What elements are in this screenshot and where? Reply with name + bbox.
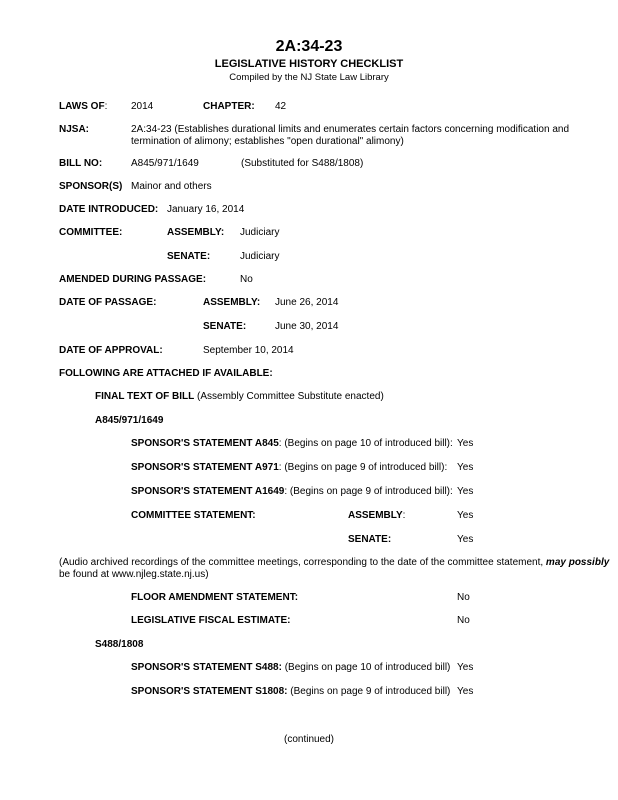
njsa-label: NJSA: — [59, 124, 90, 135]
sponsor-value: Mainor and others — [131, 181, 212, 192]
passage-assembly-label: ASSEMBLY: — [203, 297, 261, 308]
date-of-approval-value: September 10, 2014 — [203, 345, 294, 356]
page-subtitle: LEGISLATIVE HISTORY CHECKLIST — [214, 58, 404, 70]
fiscal-estimate-value: No — [457, 615, 470, 626]
sponsor-statement-a1649-value: Yes — [457, 486, 474, 497]
passage-senate-value: June 30, 2014 — [275, 321, 339, 332]
assembly-bill-heading: A845/971/1649 — [95, 415, 164, 426]
floor-amendment-value: No — [457, 592, 470, 603]
date-of-approval-label: DATE OF APPROVAL: — [59, 345, 163, 356]
continued-note: (continued) — [283, 734, 335, 745]
bill-no-note: (Substituted for S488/1808) — [241, 158, 364, 169]
passage-assembly-value: June 26, 2014 — [275, 297, 339, 308]
committee-senate-label: SENATE: — [167, 251, 211, 262]
sponsor-statement-a971: SPONSOR'S STATEMENT A971: (Begins on page 9 of introduced bill): — [131, 462, 448, 473]
committee-senate-value: Judiciary — [240, 251, 280, 262]
njsa-line-2: termination of alimony; establishes "open durational" alimony) — [131, 136, 404, 147]
amended-label: AMENDED DURING PASSAGE: — [59, 274, 207, 285]
sponsor-statement-s1808: SPONSOR'S STATEMENT S1808: (Begins on page 9 of introduced bill) — [131, 686, 451, 697]
sponsor-statement-s1808-value: Yes — [457, 686, 474, 697]
audio-note-line-1: (Audio archived recordings of the committee meetings, corresponding to the date of the committee statement, may possibly — [59, 557, 610, 568]
bill-no-value: A845/971/1649 — [131, 158, 199, 169]
senate-bill-heading: S488/1808 — [95, 639, 144, 650]
chapter-value: 42 — [275, 101, 287, 112]
final-text-line: FINAL TEXT OF BILL (Assembly Committee Substitute enacted) — [95, 391, 384, 402]
sponsor-statement-s488: SPONSOR'S STATEMENT S488: (Begins on page 10 of introduced bill) — [131, 662, 451, 673]
committee-statement-senate-label: SENATE: — [348, 534, 392, 545]
sponsor-statement-s488-value: Yes — [457, 662, 474, 673]
attached-heading: FOLLOWING ARE ATTACHED IF AVAILABLE: — [59, 368, 273, 379]
committee-statement-assembly-label: ASSEMBLY: — [348, 510, 406, 521]
compiled-by: Compiled by the NJ State Law Library — [229, 72, 389, 83]
sponsor-statement-a971-value: Yes — [457, 462, 474, 473]
floor-amendment-label: FLOOR AMENDMENT STATEMENT: — [131, 592, 299, 603]
date-of-passage-label: DATE OF PASSAGE: — [59, 297, 157, 308]
sponsor-statement-a845: SPONSOR'S STATEMENT A845: (Begins on page 10 of introduced bill): — [131, 438, 453, 449]
passage-senate-label: SENATE: — [203, 321, 247, 332]
sponsor-label: SPONSOR(S) — [59, 181, 123, 192]
laws-of-value: 2014 — [131, 101, 154, 112]
committee-statement-assembly-value: Yes — [457, 510, 474, 521]
committee-assembly-label: ASSEMBLY: — [167, 227, 225, 238]
committee-assembly-value: Judiciary — [240, 227, 280, 238]
audio-note-line-2: be found at www.njleg.state.nj.us) — [59, 569, 209, 580]
fiscal-estimate-label: LEGISLATIVE FISCAL ESTIMATE: — [131, 615, 291, 626]
committee-statement-label: COMMITTEE STATEMENT: — [131, 510, 256, 521]
committee-label: COMMITTEE: — [59, 227, 123, 238]
bill-no-label: BILL NO: — [59, 158, 103, 169]
sponsor-statement-a845-value: Yes — [457, 438, 474, 449]
page-title: 2A:34-23 — [275, 38, 343, 55]
date-introduced-label: DATE INTRODUCED: — [59, 204, 159, 215]
committee-statement-senate-value: Yes — [457, 534, 474, 545]
chapter-label: CHAPTER: — [203, 101, 255, 112]
date-introduced-value: January 16, 2014 — [167, 204, 245, 215]
sponsor-statement-a1649: SPONSOR'S STATEMENT A1649: (Begins on page 9 of introduced bill): — [131, 486, 453, 497]
amended-value: No — [240, 274, 253, 285]
laws-of-label: LAWS OF: — [59, 101, 108, 112]
njsa-line-1: 2A:34-23 (Establishes durational limits and enumerates certain factors concerning modification and — [131, 124, 570, 135]
